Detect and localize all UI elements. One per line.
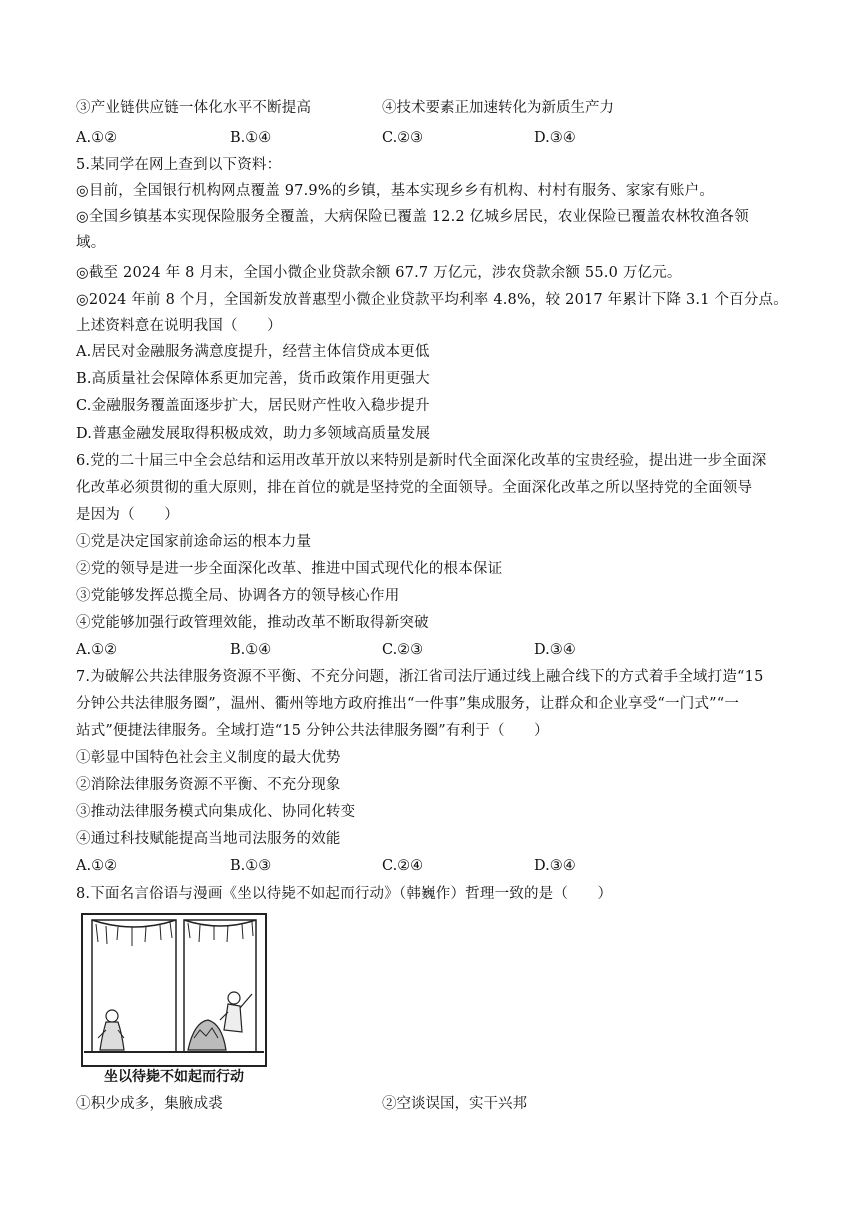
q4-option-b: B.①④ (230, 130, 272, 146)
q6-stem-line-1: 6.党的二十届三中全会总结和运用改革开放以来特别是新时代全面深化改革的宝贵经验，提出进一步全面深 (76, 453, 767, 469)
q7-option-d: D.③④ (534, 858, 576, 874)
q5-material-1: ◎目前，全国银行机构网点覆盖 97.9%的乡镇，基本实现乡乡有机构、村村有服务、家家有账户。 (76, 183, 715, 199)
cartoon-figure (76, 912, 268, 1090)
q5-material-4: ◎2024 年前 8 个月，全国新发放普惠型小微企业贷款平均利率 4.8%，较 2017 年累计下降 3.1 个百分点。 (76, 292, 788, 308)
q6-option-a: A.①② (76, 642, 118, 658)
q5-material-2: ◎全国乡镇基本实现保险服务全覆盖，大病保险已覆盖 12.2 亿城乡居民，农业保险已覆盖农林牧渔各领 (76, 209, 749, 225)
q6-item-4: ④党能够加强行政管理效能，推动改革不断取得新突破 (76, 615, 429, 631)
q5-choice-a: A.居民对金融服务满意度提升，经营主体信贷成本更低 (76, 344, 430, 360)
cartoon-illustration (76, 912, 268, 1090)
q4-item-3: ③产业链供应链一体化水平不断提高 (76, 100, 312, 116)
q5-choice-c: C.金融服务覆盖面逐步扩大，居民财产性收入稳步提升 (76, 398, 430, 414)
q6-item-1: ①党是决定国家前途命运的根本力量 (76, 534, 312, 550)
q6-stem-line-2: 化改革必须贯彻的重大原则，排在首位的就是坚持党的全面领导。全面深化改革之所以坚持党的全面领导 (76, 480, 753, 496)
q6-item-3: ③党能够发挥总揽全局、协调各方的领导核心作用 (76, 588, 400, 604)
q6-stem-line-3: 是因为（ ） (76, 507, 179, 523)
q7-item-4: ④通过科技赋能提高当地司法服务的效能 (76, 831, 341, 847)
q7-stem-line-2: 分钟公共法律服务圈”，温州、衢州等地方政府推出“一件事”集成服务，让群众和企业享受“一门式”“一 (76, 696, 740, 712)
q4-option-d: D.③④ (534, 130, 576, 146)
q6-option-c: C.②③ (382, 642, 424, 658)
q7-stem-line-3: 站式”便捷法律服务。全域打造“15 分钟公共法律服务圈”有利于（ ） (76, 723, 549, 739)
cartoon-caption: 坐以待毙不如起而行动 (104, 1069, 244, 1085)
q7-option-a: A.①② (76, 858, 118, 874)
q5-stem: 5.某同学在网上查到以下资料： (76, 157, 282, 173)
q4-item-4: ④技术要素正加速转化为新质生产力 (382, 100, 614, 116)
q4-option-a: A.①② (76, 130, 118, 146)
q6-option-b: B.①④ (230, 642, 272, 658)
q8-stem: 8.下面名言俗语与漫画《坐以待毙不如起而行动》（韩巍作）哲理一致的是（ ） (76, 886, 613, 902)
q7-item-2: ②消除法律服务资源不平衡、不充分现象 (76, 777, 341, 793)
q8-item-2: ②空谈误国，实干兴邦 (382, 1096, 527, 1112)
q7-option-c: C.②④ (382, 858, 424, 874)
q7-option-b: B.①③ (230, 858, 272, 874)
q6-item-2: ②党的领导是进一步全面深化改革、推进中国式现代化的根本保证 (76, 561, 503, 577)
q7-item-3: ③推动法律服务模式向集成化、协同化转变 (76, 804, 356, 820)
q5-question: 上述资料意在说明我国（ ） (76, 318, 282, 334)
q8-item-1: ①积少成多，集腋成裘 (76, 1096, 223, 1112)
q7-stem-line-1: 7.为破解公共法律服务资源不平衡、不充分问题，浙江省司法厅通过线上融合线下的方式着手全域打造“15 (76, 669, 764, 685)
q5-material-2-cont: 域。 (76, 235, 106, 251)
q5-choice-b: B.高质量社会保障体系更加完善，货币政策作用更强大 (76, 371, 430, 387)
q5-material-3: ◎截至 2024 年 8 月末，全国小微企业贷款余额 67.7 万亿元，涉农贷款余额 55.0 万亿元。 (76, 265, 682, 281)
q5-choice-d: D.普惠金融发展取得积极成效，助力多领域高质量发展 (76, 426, 431, 442)
q6-option-d: D.③④ (534, 642, 576, 658)
q7-item-1: ①彰显中国特色社会主义制度的最大优势 (76, 750, 341, 766)
q4-option-c: C.②③ (382, 130, 424, 146)
